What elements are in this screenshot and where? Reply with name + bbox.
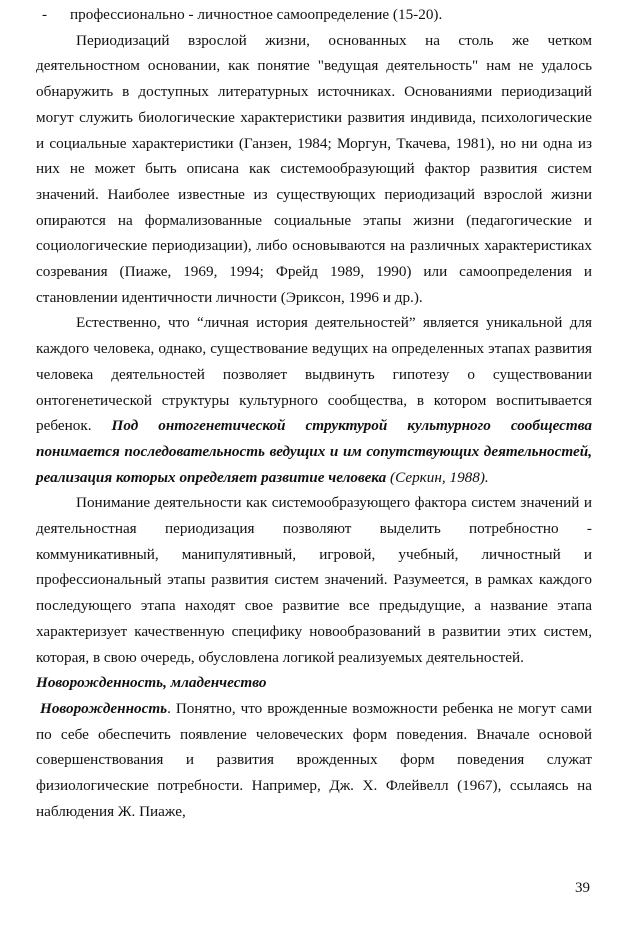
paragraph-personal-history xyxy=(36,310,592,490)
paragraph-newborn xyxy=(36,696,592,825)
paragraph-newborn-lead: Новорожденность xyxy=(40,699,168,717)
citation-serkin: (Серкин, 1988). xyxy=(386,468,489,486)
page-number: 39 xyxy=(575,880,590,896)
definition-emphasis: Под онтогенетической структурой культурного сообщества понимается последовательность ведущих и им сопутствующих деятельностей, реализация которых определяет развитие человека xyxy=(36,417,592,486)
paragraph-newborn-text: . Понятно, что врожденные возможности ребенка не могут сами по себе обеспечить появление человеческих форм поведения. Вначале основой совершенствования и развития врожденных форм поведения служат физиологические потребности. Например, Дж. Х. Флейвелл (1967), ссылаясь на наблюдения Ж. Пиаже, xyxy=(36,699,592,820)
list-dash: - xyxy=(42,6,48,23)
text-column xyxy=(36,2,592,825)
paragraph-adult-periodization: Периодизаций взрослой жизни, основанных на столь же четком деятельностном основании, как понятие "ведущая деятельность" нам не удалось обнаружить в доступных литературных источниках. Основаниями периодизаций могут служить биологические характеристики развития индивида, психологические и социальные характеристики (Ганзен, 1984; Моргун, Ткачева, 1981), но ни одна из них не может быть описана как системообразующий фактор развития систем значений. Наиболее известные из существующих периодизаций взрослой жизни опираются на формализованные социальные этапы жизни (педагогические и социологические периодизации), либо основываются на различных характеристиках созревания (Пиаже, 1969, 1994; Фрейд 1989, 1990) или самоопределения и становлении идентичности личности (Эриксон, 1996 и др.). xyxy=(36,31,592,306)
section-heading: Новорожденность, младенчество xyxy=(36,674,267,692)
list-item xyxy=(36,2,592,28)
paragraph-activity-stages: Понимание деятельности как системообразующего фактора систем значений и деятельностная периодизация позволяют выделить потребностно - коммуникативный, манипулятивный, игровой, учебный, личностный и профессиональный этапы развития систем значений. Разумеется, в рамках каждого последующего этапа находят свое развитие все предыдущие, а название этапа характеризует качественную специфику новообразований в развитии этих систем, которая, в свою очередь, обусловлена логикой реализуемых деятельностей. xyxy=(36,494,592,666)
list-item-text: профессионально - личностное самоопределение (15-20). xyxy=(70,6,443,23)
paragraph-personal-history-intro: Естественно, что “личная история деятельностей” является уникальной для каждого человека, однако, существование ведущих на определенных этапах развития человека деятельностей позволяет выдвинуть гипотезу о существовании онтогенетической структуры культурного сообщества, в котором воспитывается ребенок. xyxy=(36,314,592,435)
